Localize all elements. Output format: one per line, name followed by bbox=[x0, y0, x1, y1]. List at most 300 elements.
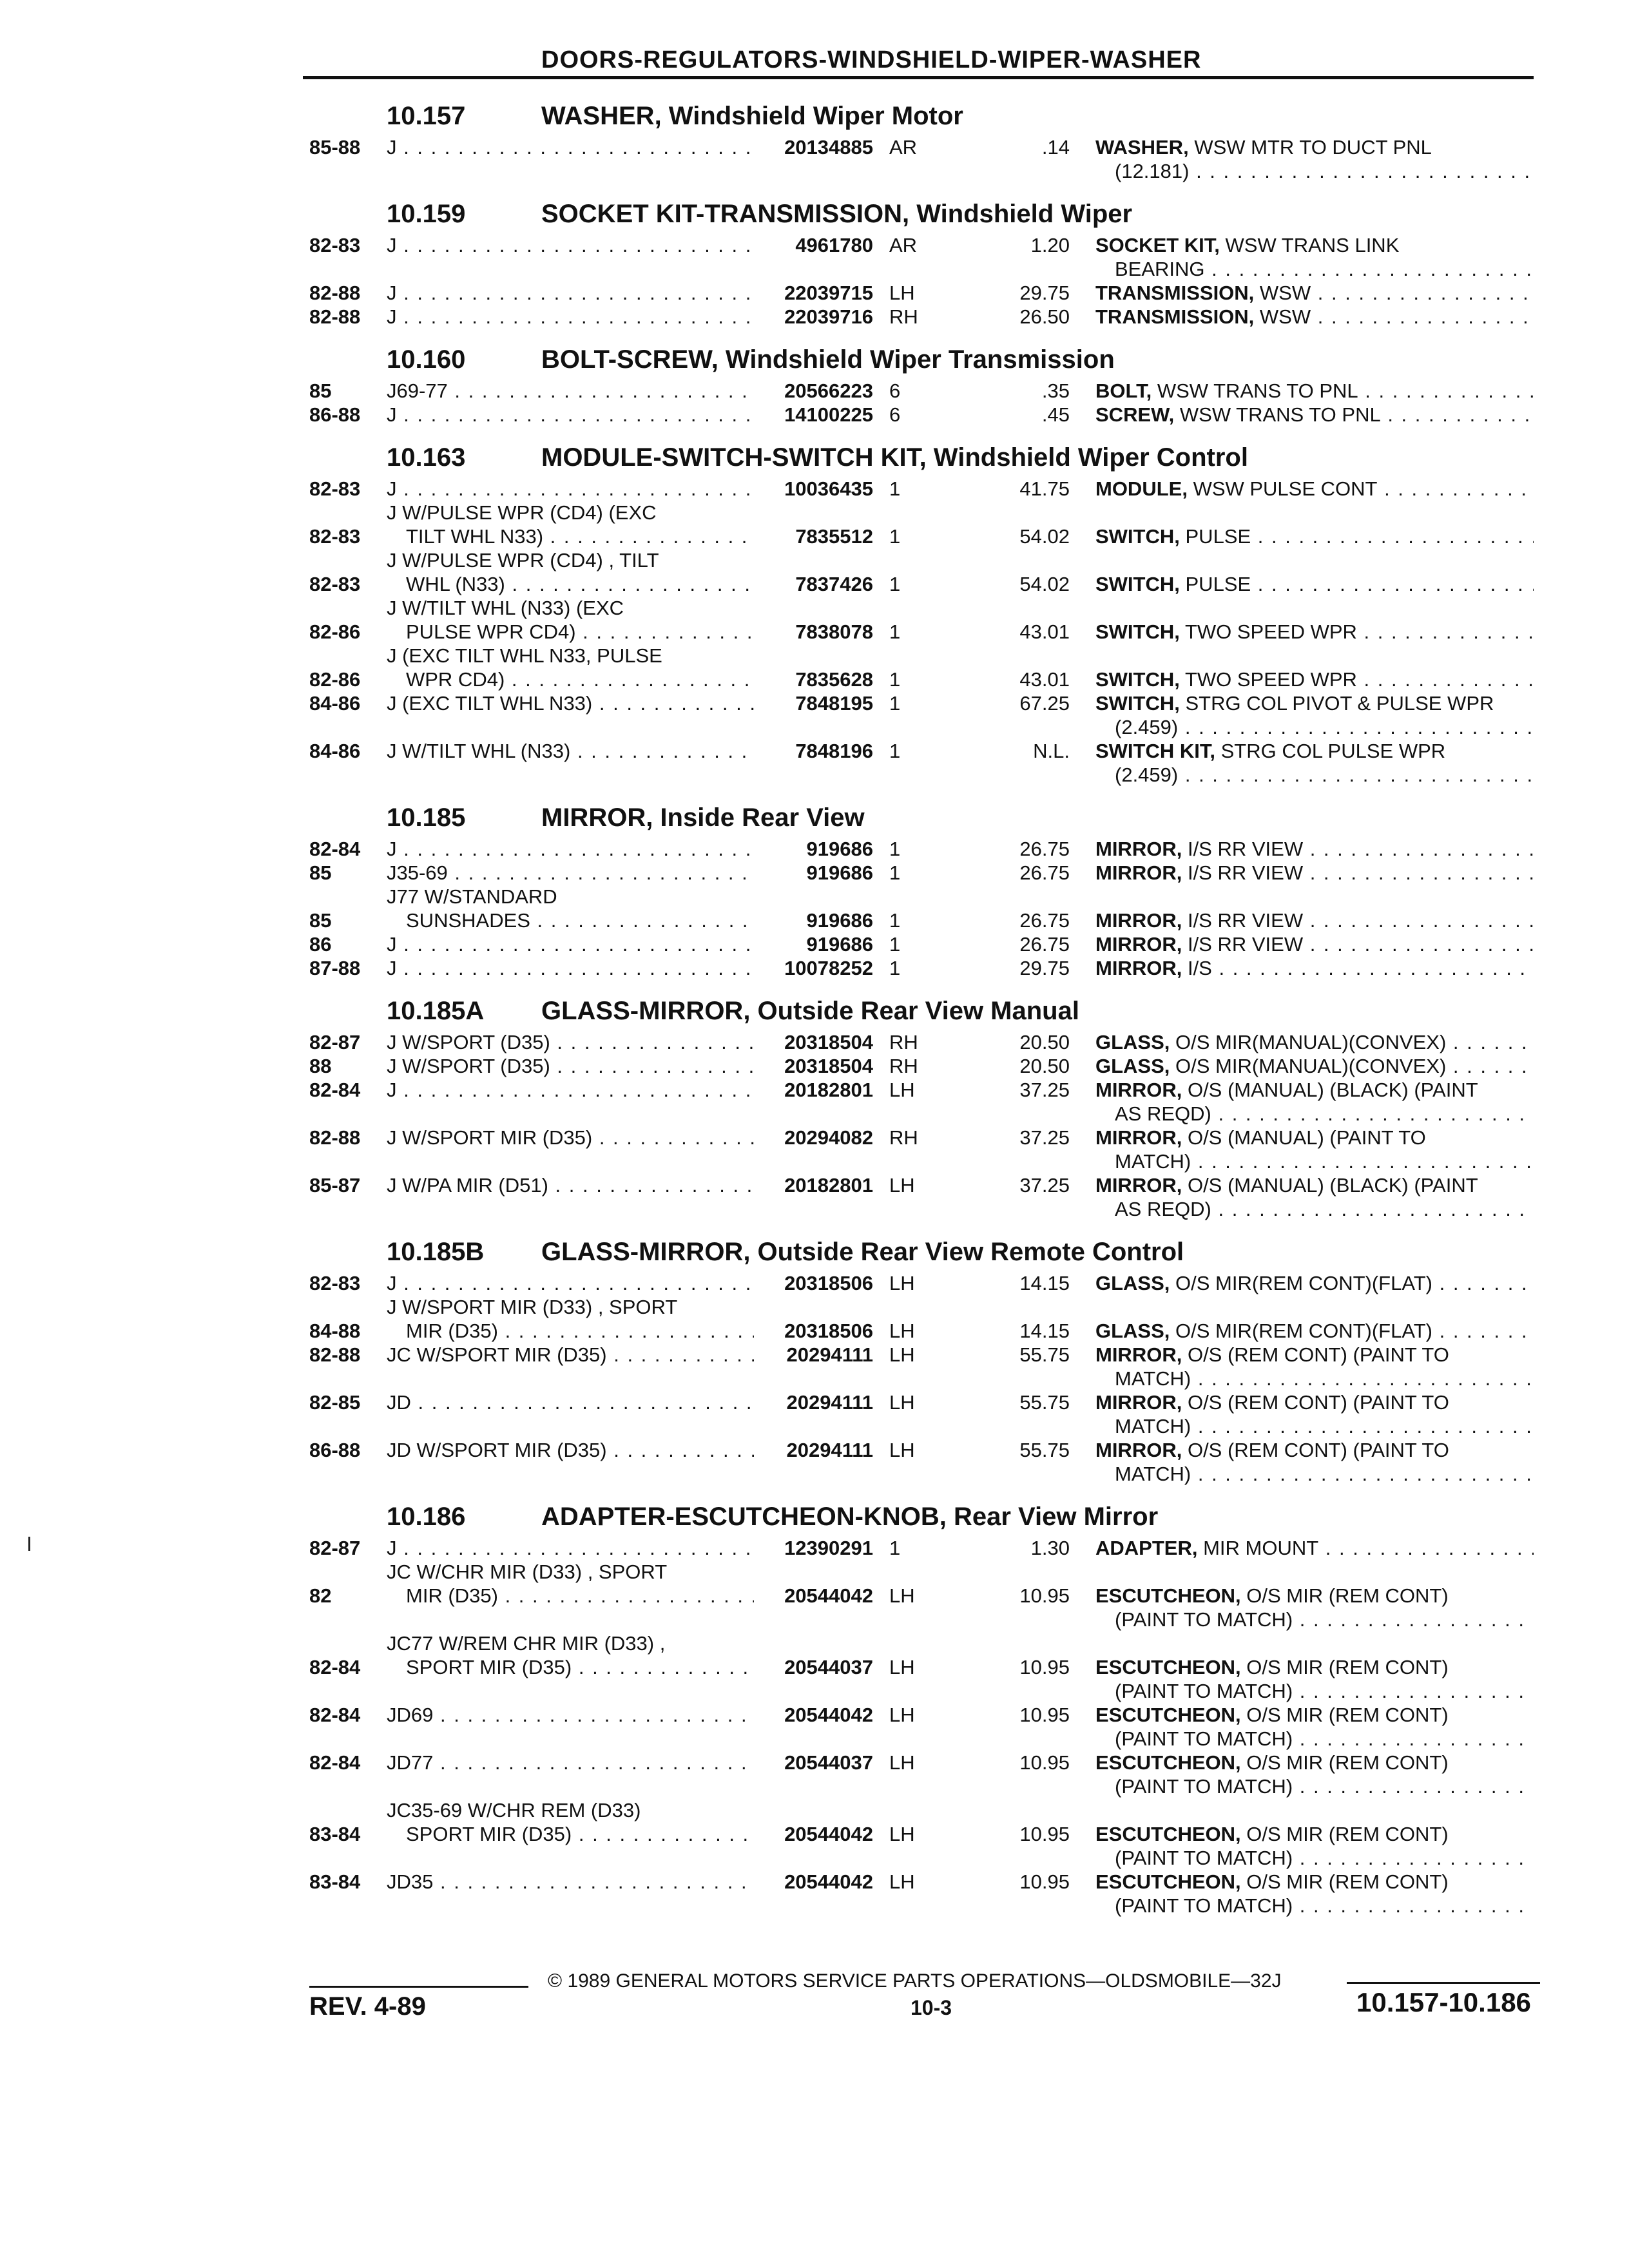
part-number: 919686 bbox=[806, 861, 873, 884]
section-number: 10.185B bbox=[387, 1238, 485, 1266]
description bbox=[1095, 524, 1534, 548]
quantity: RH bbox=[889, 1055, 918, 1077]
description-text: O/S MIR(REM CONT)(FLAT) bbox=[1175, 1272, 1432, 1294]
description-text: (PAINT TO MATCH) bbox=[1115, 1608, 1293, 1631]
section-title: ADAPTER-ESCUTCHEON-KNOB, Rear View Mirror bbox=[541, 1503, 1159, 1531]
part-number: 22039715 bbox=[784, 282, 873, 304]
price: .45 bbox=[1041, 403, 1070, 426]
application bbox=[387, 596, 754, 644]
section-heading bbox=[303, 1233, 1540, 1271]
description-text: AS REQD) bbox=[1115, 1102, 1211, 1125]
description bbox=[1095, 1343, 1534, 1390]
application-line: J W/PULSE WPR (CD4) , TILT bbox=[387, 549, 659, 572]
description-line bbox=[1095, 135, 1534, 159]
description-noun: SWITCH KIT, bbox=[1095, 740, 1215, 762]
quantity: AR bbox=[889, 234, 918, 256]
price: 29.75 bbox=[1019, 957, 1070, 979]
application bbox=[387, 1438, 754, 1462]
description-noun: ESCUTCHEON, bbox=[1095, 1751, 1241, 1774]
application bbox=[387, 548, 754, 596]
part-number: 20294111 bbox=[786, 1391, 873, 1414]
application-line: J W/SPORT (D35) . . . bbox=[387, 1054, 754, 1078]
application-line: J . . . bbox=[387, 403, 754, 427]
part-row bbox=[303, 548, 1540, 596]
description-line bbox=[1095, 524, 1534, 548]
model-years: 85 bbox=[309, 861, 332, 884]
description-line bbox=[1095, 1536, 1534, 1560]
description-line bbox=[1095, 861, 1534, 885]
application bbox=[387, 1536, 754, 1560]
part-row bbox=[303, 1703, 1540, 1751]
section bbox=[303, 340, 1540, 427]
description-line bbox=[1095, 1102, 1534, 1126]
description-line bbox=[1095, 1462, 1534, 1486]
description-noun: SWITCH, bbox=[1095, 525, 1180, 548]
description-line bbox=[1095, 763, 1534, 787]
quantity: 6 bbox=[889, 380, 901, 402]
description-text: STRG COL PIVOT & PULSE WPR bbox=[1185, 692, 1494, 715]
model-years: 82-84 bbox=[309, 1704, 361, 1726]
description-noun: SWITCH, bbox=[1095, 692, 1180, 715]
description-line bbox=[1095, 159, 1534, 183]
description-noun: MIRROR, bbox=[1095, 861, 1182, 884]
description bbox=[1095, 932, 1534, 956]
application bbox=[387, 281, 754, 305]
description bbox=[1095, 135, 1534, 183]
model-years: 82 bbox=[309, 1584, 332, 1607]
description-noun: MIRROR, bbox=[1095, 1079, 1182, 1101]
description-text: MATCH) bbox=[1115, 1463, 1191, 1485]
application bbox=[387, 1343, 754, 1367]
model-years: 82-83 bbox=[309, 477, 361, 500]
description-text: O/S MIR (REM CONT) bbox=[1246, 1823, 1449, 1845]
quantity: 1 bbox=[889, 692, 901, 715]
price: 67.25 bbox=[1019, 692, 1070, 715]
description-text: O/S (MANUAL) (PAINT TO bbox=[1187, 1126, 1426, 1149]
price: 26.75 bbox=[1019, 909, 1070, 932]
part-number: 7848195 bbox=[795, 692, 873, 715]
application-line: JD69 . . . bbox=[387, 1703, 754, 1727]
application-line: JC35-69 W/CHR REM (D33) bbox=[387, 1799, 641, 1821]
application bbox=[387, 1870, 754, 1894]
description bbox=[1095, 620, 1534, 644]
section-title: GLASS-MIRROR, Outside Rear View Remote Control bbox=[541, 1238, 1184, 1266]
part-row bbox=[303, 1295, 1540, 1343]
application bbox=[387, 1030, 754, 1054]
section bbox=[303, 195, 1540, 329]
description-line bbox=[1095, 1197, 1534, 1221]
description bbox=[1095, 1319, 1534, 1343]
model-years: 84-86 bbox=[309, 740, 361, 762]
part-row bbox=[303, 1798, 1540, 1870]
quantity: 1 bbox=[889, 620, 901, 643]
description-noun: ESCUTCHEON, bbox=[1095, 1584, 1241, 1607]
description-noun: GLASS, bbox=[1095, 1272, 1170, 1294]
section bbox=[303, 1497, 1540, 1917]
quantity: 1 bbox=[889, 957, 901, 979]
part-row bbox=[303, 1631, 1540, 1703]
application bbox=[387, 379, 754, 403]
application-line: J35-69 . . . bbox=[387, 861, 754, 885]
section-title: GLASS-MIRROR, Outside Rear View Manual bbox=[541, 997, 1079, 1025]
model-years: 82-88 bbox=[309, 1126, 361, 1149]
description-noun: MIRROR, bbox=[1095, 838, 1182, 860]
part-row bbox=[303, 233, 1540, 281]
model-years: 82-84 bbox=[309, 1656, 361, 1678]
price: 29.75 bbox=[1019, 282, 1070, 304]
description-text: O/S MIR (REM CONT) bbox=[1246, 1751, 1449, 1774]
parts-listing bbox=[303, 97, 1540, 1929]
description bbox=[1095, 908, 1534, 932]
section-title: MIRROR, Inside Rear View bbox=[541, 803, 865, 832]
part-number: 20544042 bbox=[784, 1704, 873, 1726]
section-number: 10.157 bbox=[387, 102, 466, 130]
description-line bbox=[1095, 1030, 1534, 1054]
description-noun: ESCUTCHEON, bbox=[1095, 1656, 1241, 1678]
quantity: AR bbox=[889, 136, 918, 159]
description-text: WSW TRANS TO PNL bbox=[1157, 380, 1358, 402]
part-row bbox=[303, 1390, 1540, 1438]
description-text: O/S (MANUAL) (BLACK) (PAINT bbox=[1187, 1174, 1478, 1196]
price: N.L. bbox=[1033, 740, 1070, 762]
part-row bbox=[303, 1343, 1540, 1390]
application bbox=[387, 691, 754, 715]
description-text: O/S MIR(REM CONT)(FLAT) bbox=[1175, 1320, 1432, 1342]
description bbox=[1095, 477, 1534, 501]
application bbox=[387, 477, 754, 501]
application-line: J W/PULSE WPR (CD4) (EXC bbox=[387, 501, 657, 524]
description-line bbox=[1095, 1894, 1534, 1917]
application-line: JD35 . . . bbox=[387, 1870, 754, 1894]
description-line bbox=[1095, 1774, 1534, 1798]
part-row bbox=[303, 1126, 1540, 1173]
model-years: 82-87 bbox=[309, 1537, 361, 1559]
description bbox=[1095, 1390, 1534, 1438]
price: 20.50 bbox=[1019, 1031, 1070, 1053]
application-line: MIR (D35) . . . bbox=[387, 1584, 754, 1608]
description-text: O/S (REM CONT) (PAINT TO bbox=[1187, 1439, 1449, 1461]
description-text: BEARING bbox=[1115, 258, 1205, 280]
application-line: WPR CD4) . . . bbox=[387, 668, 754, 691]
description-text: O/S MIR(MANUAL)(CONVEX) bbox=[1175, 1031, 1447, 1053]
application bbox=[387, 233, 754, 257]
quantity: LH bbox=[889, 1272, 915, 1294]
description bbox=[1095, 861, 1534, 885]
description bbox=[1095, 1030, 1534, 1054]
part-row bbox=[303, 1030, 1540, 1054]
part-number: 919686 bbox=[806, 909, 873, 932]
application bbox=[387, 1271, 754, 1295]
part-number: 10036435 bbox=[784, 477, 873, 500]
quantity: LH bbox=[889, 1174, 915, 1196]
application bbox=[387, 956, 754, 980]
model-years: 87-88 bbox=[309, 957, 361, 979]
description bbox=[1095, 1271, 1534, 1295]
price: 10.95 bbox=[1019, 1751, 1070, 1774]
quantity: LH bbox=[889, 1704, 915, 1726]
description-text: AS REQD) bbox=[1115, 1198, 1211, 1220]
part-row bbox=[303, 861, 1540, 885]
application bbox=[387, 403, 754, 427]
application-line: J . . . bbox=[387, 932, 754, 956]
description-text: (12.181) bbox=[1115, 160, 1190, 182]
model-years: 82-83 bbox=[309, 525, 361, 548]
description-text: TWO SPEED WPR bbox=[1184, 668, 1357, 691]
footer-rule-right bbox=[1347, 1982, 1540, 1984]
description bbox=[1095, 1173, 1534, 1221]
part-number: 20294111 bbox=[786, 1439, 873, 1461]
footer-copyright: © 1989 GENERAL MOTORS SERVICE PARTS OPERATIONS—OLDSMOBILE—32J bbox=[548, 1970, 1282, 1992]
application bbox=[387, 1703, 754, 1727]
quantity: 1 bbox=[889, 477, 901, 500]
model-years: 82-86 bbox=[309, 668, 361, 691]
description-line bbox=[1095, 932, 1534, 956]
price: 1.20 bbox=[1030, 234, 1070, 256]
application bbox=[387, 885, 754, 932]
description-line bbox=[1095, 1343, 1534, 1367]
quantity: LH bbox=[889, 1656, 915, 1678]
description-noun: SWITCH, bbox=[1095, 668, 1180, 691]
application bbox=[387, 501, 754, 548]
application-line: J (EXC TILT WHL N33, PULSE bbox=[387, 644, 662, 667]
section-number: 10.185 bbox=[387, 803, 466, 832]
description-noun: TRANSMISSION, bbox=[1095, 282, 1255, 304]
application bbox=[387, 644, 754, 691]
description-noun: SOCKET KIT, bbox=[1095, 234, 1220, 256]
price: 41.75 bbox=[1019, 477, 1070, 500]
quantity: LH bbox=[889, 1584, 915, 1607]
quantity: 1 bbox=[889, 1537, 901, 1559]
model-years: 83-84 bbox=[309, 1870, 361, 1893]
description-text: WSW bbox=[1259, 305, 1311, 328]
application bbox=[387, 1126, 754, 1149]
model-years: 88 bbox=[309, 1055, 332, 1077]
model-years: 83-84 bbox=[309, 1823, 361, 1845]
quantity: LH bbox=[889, 1823, 915, 1845]
model-years: 85 bbox=[309, 909, 332, 932]
section-heading bbox=[303, 798, 1540, 837]
section-number: 10.159 bbox=[387, 200, 466, 228]
description-line bbox=[1095, 1271, 1534, 1295]
price: 10.95 bbox=[1019, 1870, 1070, 1893]
application-line: J . . . bbox=[387, 233, 754, 257]
description-text: I/S RR VIEW bbox=[1187, 909, 1304, 932]
description-line bbox=[1095, 1655, 1534, 1679]
part-number: 20544037 bbox=[784, 1656, 873, 1678]
application-line: TILT WHL N33) . . . bbox=[387, 524, 754, 548]
description-text: STRG COL PULSE WPR bbox=[1220, 740, 1446, 762]
description bbox=[1095, 1054, 1534, 1078]
model-years: 82-84 bbox=[309, 1751, 361, 1774]
description-line bbox=[1095, 1319, 1534, 1343]
application bbox=[387, 837, 754, 861]
description-line bbox=[1095, 715, 1534, 739]
description bbox=[1095, 1078, 1534, 1126]
description-noun: MIRROR, bbox=[1095, 957, 1182, 979]
part-row bbox=[303, 1560, 1540, 1631]
price: 10.95 bbox=[1019, 1704, 1070, 1726]
section-number: 10.185A bbox=[387, 997, 485, 1025]
description-noun: WASHER, bbox=[1095, 136, 1189, 159]
description-text: (PAINT TO MATCH) bbox=[1115, 1894, 1293, 1917]
price: 55.75 bbox=[1019, 1391, 1070, 1414]
description-noun: GLASS, bbox=[1095, 1320, 1170, 1342]
section bbox=[303, 798, 1540, 980]
part-row bbox=[303, 1870, 1540, 1917]
description-line bbox=[1095, 1703, 1534, 1727]
part-number: 7838078 bbox=[795, 620, 873, 643]
description-text: WSW PULSE CONT bbox=[1193, 477, 1378, 500]
application bbox=[387, 1751, 754, 1774]
part-row bbox=[303, 1271, 1540, 1295]
part-number: 4961780 bbox=[795, 234, 873, 256]
section-title: WASHER, Windshield Wiper Motor bbox=[541, 102, 963, 130]
quantity: RH bbox=[889, 1126, 918, 1149]
application bbox=[387, 861, 754, 885]
description bbox=[1095, 956, 1534, 980]
description-line bbox=[1095, 403, 1534, 427]
description-text: (2.459) bbox=[1115, 764, 1179, 786]
part-number: 7848196 bbox=[795, 740, 873, 762]
price: .35 bbox=[1041, 380, 1070, 402]
quantity: 1 bbox=[889, 909, 901, 932]
quantity: LH bbox=[889, 282, 915, 304]
description-text: PULSE bbox=[1185, 573, 1251, 595]
description-text: WSW TRANS TO PNL bbox=[1179, 403, 1381, 426]
quantity: LH bbox=[889, 1079, 915, 1101]
description-noun: MIRROR, bbox=[1095, 1126, 1182, 1149]
part-number: 14100225 bbox=[784, 403, 873, 426]
description-text: (PAINT TO MATCH) bbox=[1115, 1775, 1293, 1798]
model-years: 82-84 bbox=[309, 838, 361, 860]
description-line bbox=[1095, 1870, 1534, 1894]
application bbox=[387, 1560, 754, 1608]
description-line bbox=[1095, 1608, 1534, 1631]
description-line bbox=[1095, 691, 1534, 715]
price: 55.75 bbox=[1019, 1439, 1070, 1461]
application-line: J77 W/STANDARD bbox=[387, 885, 557, 908]
margin-mark bbox=[28, 1537, 30, 1551]
description-noun: MIRROR, bbox=[1095, 1343, 1182, 1366]
application-line: SUNSHADES . . . bbox=[387, 908, 754, 932]
quantity: 1 bbox=[889, 861, 901, 884]
price: 20.50 bbox=[1019, 1055, 1070, 1077]
description bbox=[1095, 403, 1534, 427]
application-line: J . . . bbox=[387, 1271, 754, 1295]
part-number: 20318506 bbox=[784, 1320, 873, 1342]
application-line: J W/TILT WHL (N33) (EXC bbox=[387, 597, 624, 619]
part-row bbox=[303, 837, 1540, 861]
model-years: 82-88 bbox=[309, 305, 361, 328]
part-number: 20544042 bbox=[784, 1584, 873, 1607]
application-line: J W/PA MIR (D51) . . . bbox=[387, 1173, 754, 1197]
description-line bbox=[1095, 1679, 1534, 1703]
description bbox=[1095, 691, 1534, 739]
description-line bbox=[1095, 1438, 1534, 1462]
part-number: 919686 bbox=[806, 933, 873, 956]
application bbox=[387, 305, 754, 329]
description-text: O/S MIR (REM CONT) bbox=[1246, 1870, 1449, 1893]
application bbox=[387, 1631, 754, 1679]
section bbox=[303, 1233, 1540, 1486]
description bbox=[1095, 281, 1534, 305]
part-number: 20294082 bbox=[784, 1126, 873, 1149]
description-noun: TRANSMISSION, bbox=[1095, 305, 1255, 328]
part-row bbox=[303, 956, 1540, 980]
application-line: J W/SPORT MIR (D35) . . . bbox=[387, 1126, 754, 1149]
application-line: J . . . bbox=[387, 477, 754, 501]
application-line: JC W/CHR MIR (D33) , SPORT bbox=[387, 1561, 668, 1583]
description-line bbox=[1095, 477, 1534, 501]
application-line: J . . . bbox=[387, 135, 754, 159]
description-line bbox=[1095, 1751, 1534, 1774]
description-line bbox=[1095, 837, 1534, 861]
description bbox=[1095, 1751, 1534, 1798]
application-line: J . . . bbox=[387, 1078, 754, 1102]
description-text: O/S (REM CONT) (PAINT TO bbox=[1187, 1343, 1449, 1366]
quantity: LH bbox=[889, 1320, 915, 1342]
quantity: RH bbox=[889, 1031, 918, 1053]
description-line bbox=[1095, 620, 1534, 644]
application-line: SPORT MIR (D35) . . . bbox=[387, 1822, 754, 1846]
part-row bbox=[303, 691, 1540, 739]
description bbox=[1095, 1438, 1534, 1486]
application-line: J . . . bbox=[387, 1536, 754, 1560]
application-line: JD77 . . . bbox=[387, 1751, 754, 1774]
description-text: WSW TRANS LINK bbox=[1225, 234, 1400, 256]
description-text: O/S MIR (REM CONT) bbox=[1246, 1704, 1449, 1726]
application-line: J W/SPORT MIR (D33) , SPORT bbox=[387, 1296, 678, 1318]
section-number: 10.186 bbox=[387, 1503, 466, 1531]
price: 10.95 bbox=[1019, 1584, 1070, 1607]
description bbox=[1095, 305, 1534, 329]
part-row bbox=[303, 305, 1540, 329]
price: 14.15 bbox=[1019, 1272, 1070, 1294]
description bbox=[1095, 1870, 1534, 1917]
price: 26.75 bbox=[1019, 933, 1070, 956]
header-rule bbox=[303, 76, 1534, 79]
model-years: 82-83 bbox=[309, 234, 361, 256]
description bbox=[1095, 233, 1534, 281]
part-row bbox=[303, 281, 1540, 305]
description-line bbox=[1095, 233, 1534, 257]
part-number: 7835628 bbox=[795, 668, 873, 691]
part-row bbox=[303, 1751, 1540, 1798]
description bbox=[1095, 668, 1534, 691]
price: 37.25 bbox=[1019, 1174, 1070, 1196]
description bbox=[1095, 572, 1534, 596]
model-years: 86 bbox=[309, 933, 332, 956]
description-noun: ESCUTCHEON, bbox=[1095, 1704, 1241, 1726]
description-text: MATCH) bbox=[1115, 1367, 1191, 1390]
model-years: 82-83 bbox=[309, 573, 361, 595]
section-heading bbox=[303, 1497, 1540, 1536]
description-noun: ESCUTCHEON, bbox=[1095, 1870, 1241, 1893]
description-text: (PAINT TO MATCH) bbox=[1115, 1847, 1293, 1869]
description-text: TWO SPEED WPR bbox=[1184, 620, 1357, 643]
description-text: (2.459) bbox=[1115, 716, 1179, 738]
section-heading bbox=[303, 340, 1540, 379]
price: 10.95 bbox=[1019, 1823, 1070, 1845]
section bbox=[303, 438, 1540, 787]
description bbox=[1095, 739, 1534, 787]
model-years: 86-88 bbox=[309, 1439, 361, 1461]
part-number: 20318506 bbox=[784, 1272, 873, 1294]
description-noun: MIRROR, bbox=[1095, 909, 1182, 932]
part-number: 20318504 bbox=[784, 1055, 873, 1077]
part-number: 7835512 bbox=[795, 525, 873, 548]
application-line: J . . . bbox=[387, 281, 754, 305]
